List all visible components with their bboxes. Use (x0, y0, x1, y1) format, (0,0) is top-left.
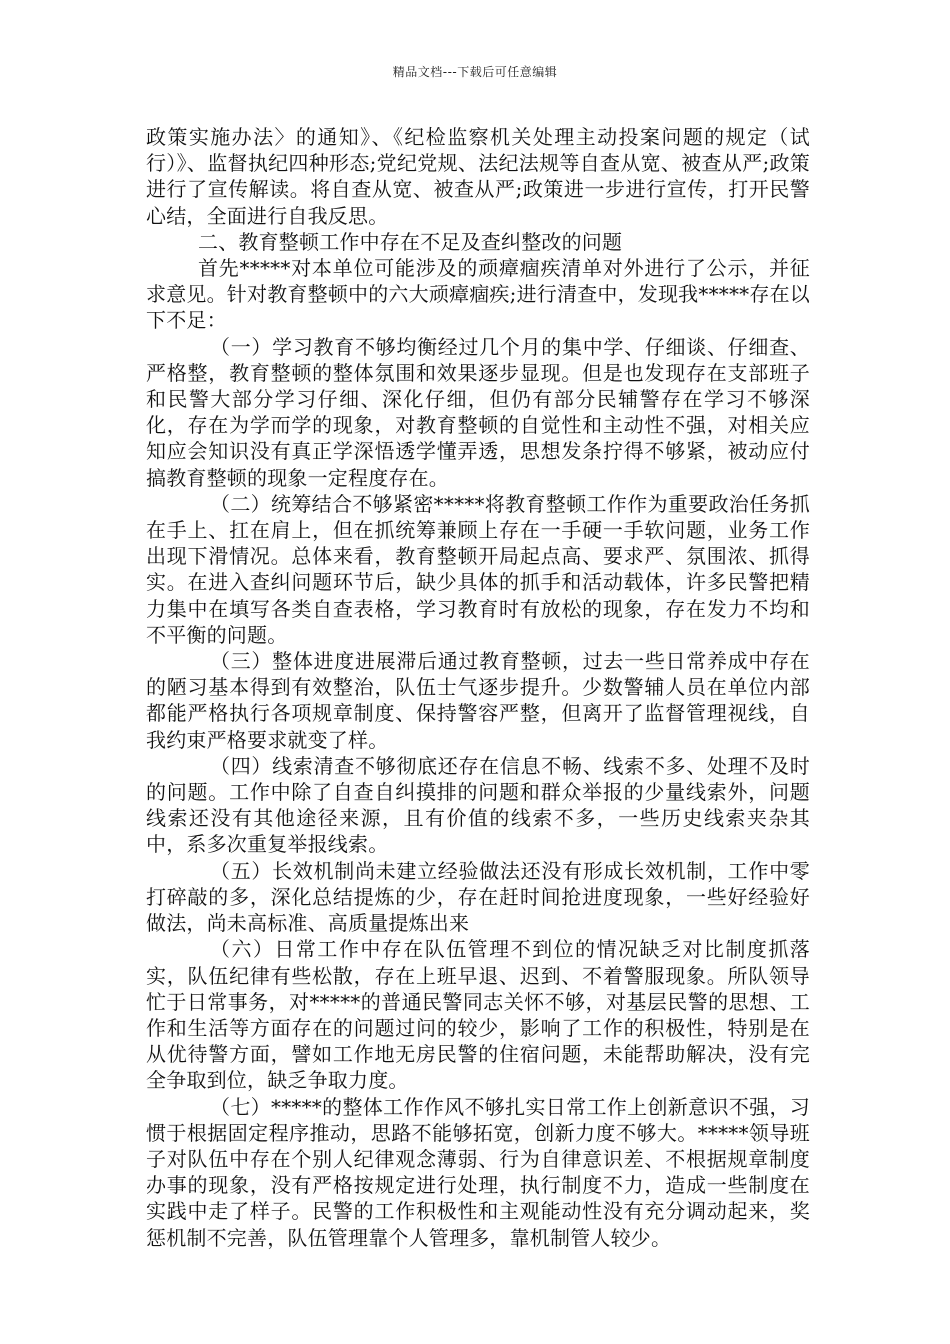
page-header: 精品文档---下载后可任意编辑 (392, 65, 558, 79)
paragraph-item-4: （四）线索清查不够彻底还存在信息不畅、线索不多、处理不及时的问题。工作中除了自查自纠摸排的问题和群众举报的少量线索外，问题线索还没有其他途径来源，且有价值的线索不多，一些历史线索夹杂其中，系多次重复举报线索。 (146, 753, 810, 857)
paragraph-item-7: （七）*****的整体工作作风不够扎实日常工作上创新意识不强，习惯于根据固定程序推动，思路不能够拓宽，创新力度不够大。*****领导班子对队伍中存在个别人纪律观念薄弱、行为自律意识差、不根据规章制度办事的现象，没有严格按规定进行处理，执行制度不力，造成一些制度在实践中走了样子。民警的工作积极性和主观能动性没有充分调动起来，奖惩机制不完善，队伍管理靠个人管理多，靠机制管人较少。 (146, 1094, 810, 1250)
paragraph-item-5: （五）长效机制尚未建立经验做法还没有形成长效机制，工作中零打碎敲的多，深化总结提炼的少，存在赶时间抢进度现象，一些好经验好做法，尚未高标准、高质量提炼出来 (146, 858, 810, 936)
paragraph-item-1: （一）学习教育不够均衡经过几个月的集中学、仔细谈、仔细查、严格整，教育整顿的整体氛围和效果逐步显现。但是也发现存在支部班子和民警大部分学习仔细、深化仔细，但仍有部分民辅警存在学习不够深化，存在为学而学的现象，对教育整顿的自觉性和主动性不强，对相关应知应会知识没有真正学深悟透学懂弄透，思想发条拧得不够紧，被动应付搞教育整顿的现象一定程度存在。 (146, 334, 810, 490)
paragraph-policy-promotion: 政策实施办法〉的通知》、《纪检监察机关处理主动投案问题的规定（试行）》、监督执纪四种形态;党纪党规、法纪法规等自查从宽、被查从严;政策进行了宣传解读。将自查从宽、被查从严;政策进一步进行宣传，打开民警心结，全面进行自我反思。 (146, 125, 810, 228)
document-body (146, 124, 810, 1251)
section-heading-problems: 二、教育整顿工作中存在不足及查纠整改的问题 (198, 229, 623, 254)
paragraph-item-3: （三）整体进度进展滞后通过教育整顿，过去一些日常养成中存在的陋习基本得到有效整治，队伍士气逐步提升。少数警辅人员在单位内部都能严格执行各项规章制度、保持警容严整，但离开了监督管理视线，自我约束严格要求就变了样。 (146, 649, 810, 752)
paragraph-item-6: （六）日常工作中存在队伍管理不到位的情况缺乏对比制度抓落实，队伍纪律有些松散，存在上班早退、迟到、不着警服现象。所队领导忙于日常事务，对*****的普通民警同志关怀不够，对基层民警的思想、工作和生活等方面存在的问题过问的较少，影响了工作的积极性，特别是在从优待警方面，譬如工作地无房民警的住宿问题，未能帮助解决，没有完全争取到位，缺乏争取力度。 (146, 937, 810, 1093)
paragraph-item-2: （二）统筹结合不够紧密*****将教育整顿工作作为重要政治任务抓在手上、扛在肩上，但在抓统筹兼顾上存在一手硬一手软问题，业务工作出现下滑情况。总体来看，教育整顿开局起点高、要求严、氛围浓、抓得实。在进入查纠问题环节后，缺少具体的抓手和活动载体，许多民警把精力集中在填写各类自查表格，学习教育时有放松的现象，存在发力不均和不平衡的问题。 (146, 491, 810, 647)
paragraph-intro-shortcomings: 首先*****对本单位可能涉及的顽瘴痼疾清单对外进行了公示，并征求意见。针对教育整顿中的六大顽瘴痼疾;进行清查中，发现我*****存在以下不足： (146, 256, 810, 333)
